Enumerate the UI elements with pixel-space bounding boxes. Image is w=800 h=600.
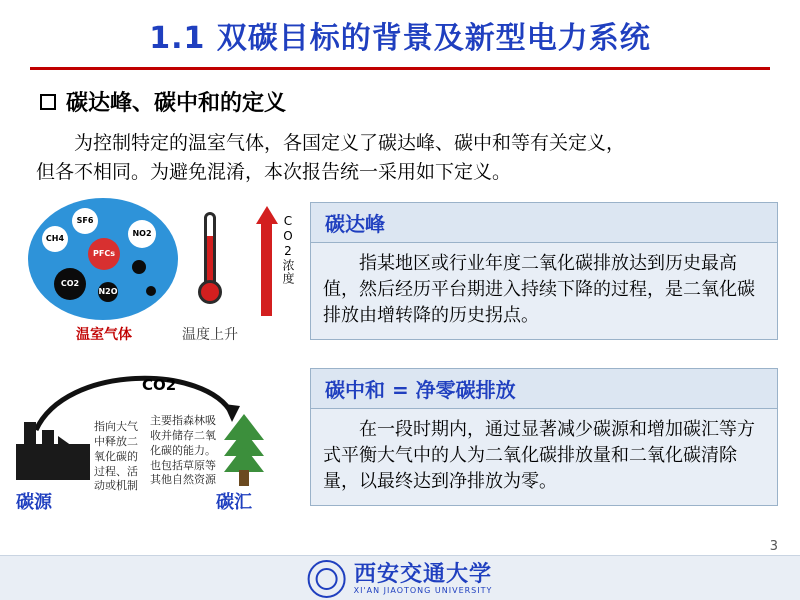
definition-box-carbon-neutral: [310, 368, 778, 506]
bubble-no2: NO2: [128, 220, 156, 248]
greenhouse-gas-diagram: [20, 196, 300, 356]
factory-icon: [16, 422, 90, 480]
bubble-ch4: CH4: [42, 226, 68, 252]
bubble-pfcs: PFCs: [88, 238, 120, 270]
definition-box-carbon-neutral-title: 碳中和 = 净零碳排放: [311, 369, 777, 409]
section-heading-label: 碳达峰、碳中和的定义: [66, 91, 287, 116]
carbon-source-label: 碳源: [16, 492, 52, 513]
square-bullet-icon: [40, 94, 56, 110]
greenhouse-gas-caption: 温室气体: [76, 327, 132, 343]
carbon-flow-label: CO2: [142, 376, 177, 394]
page-title: 1.1 双碳目标的背景及新型电力系统: [149, 21, 651, 56]
university-name-en: XI'AN JIAOTONG UNIVERSITY: [353, 585, 493, 595]
page-number: 3: [769, 539, 778, 554]
carbon-source-sink-diagram: [10, 364, 306, 524]
carbon-sink-label: 碳汇: [216, 492, 252, 513]
university-seal-icon: [308, 560, 346, 598]
title-divider: [30, 67, 770, 70]
temperature-rise-caption: 温度上升: [182, 327, 238, 343]
university-name-cn: 西安交通大学: [353, 561, 493, 587]
bubble-co2: CO2: [54, 268, 86, 300]
tree-icon: [214, 412, 274, 486]
carbon-source-description: 指向大气中释放二氧化碳的过程、活动或机制: [94, 420, 138, 493]
intro-paragraph: [36, 129, 764, 186]
intro-line-1: 为控制特定的温室气体，各国定义了碳达峰、碳中和等有关定义，: [74, 132, 626, 154]
bubble-decorative-1: [132, 260, 146, 274]
gas-cloud-shape: [28, 198, 178, 320]
bubble-sf6: SF6: [72, 208, 98, 234]
section-heading: [40, 86, 800, 117]
bubble-n2o: N2O: [98, 282, 118, 302]
bubble-decorative-2: [146, 286, 156, 296]
co2-concentration-label: CO2浓度: [281, 214, 295, 285]
content-area: [0, 196, 800, 526]
intro-line-2: 但各不相同。为避免混淆，本次报告统一采用如下定义。: [36, 160, 512, 183]
slide-footer: [0, 555, 800, 600]
thermometer-icon: [196, 212, 224, 316]
definition-box-carbon-peak-title: 碳达峰: [311, 203, 777, 243]
carbon-sink-description: 主要指森林吸收并储存二氧化碳的能力。也包括草原等其他自然资源: [150, 414, 216, 487]
definition-box-carbon-peak-body: 指某地区或行业年度二氧化碳排放达到历史最高值，然后经历平台期进入持续下降的过程，是二氧化碳排放由增转降的历史拐点。: [311, 243, 777, 339]
university-logo: [308, 560, 493, 598]
definition-box-carbon-peak: [310, 202, 778, 340]
definition-box-carbon-neutral-body: 在一段时期内，通过显著减少碳源和增加碳汇等方式平衡大气中的人为二氧化碳排放量和二氧化碳清除量，以最终达到净排放为零。: [311, 409, 777, 505]
